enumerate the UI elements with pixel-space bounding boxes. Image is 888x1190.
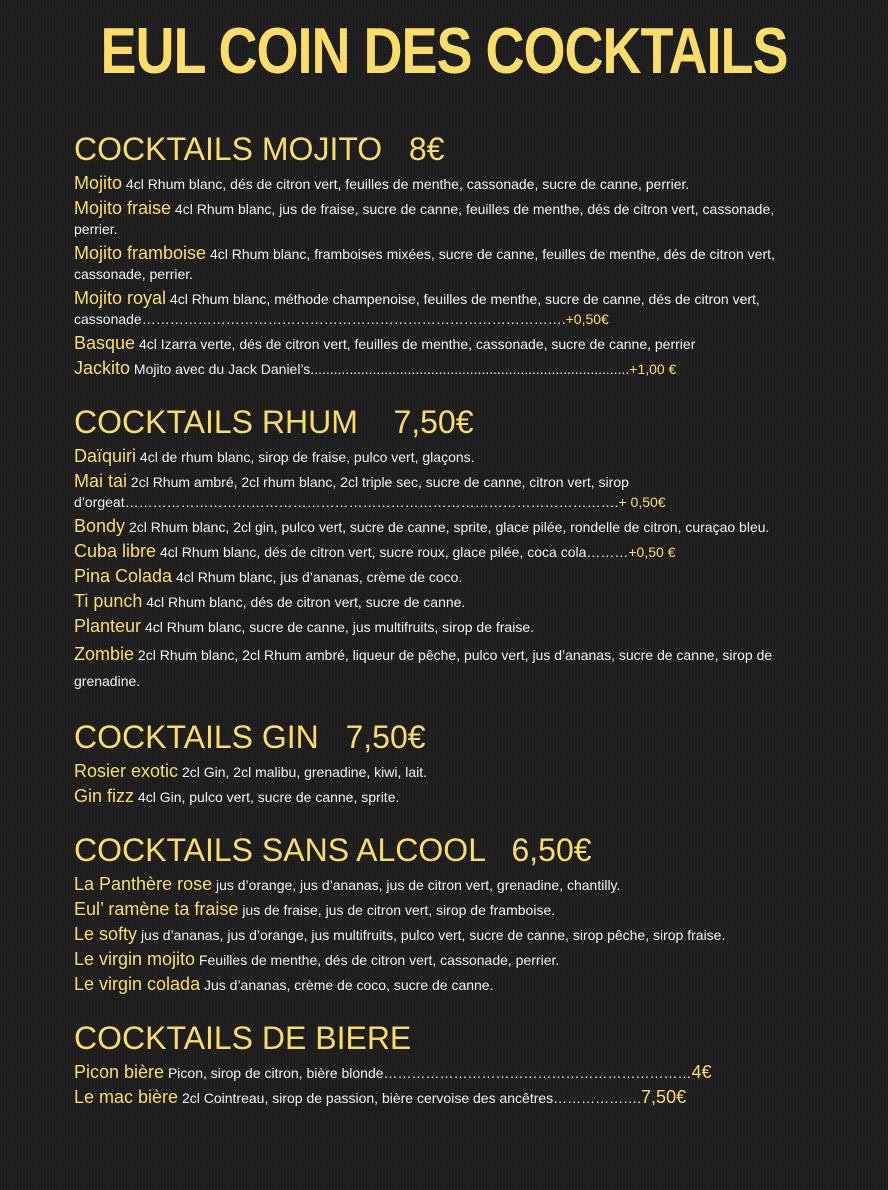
item-price: 4€: [691, 1062, 712, 1082]
menu-item: [74, 1087, 814, 1108]
item-name: Bondy: [74, 516, 126, 536]
item-name: Ti punch: [74, 591, 143, 611]
item-desc: 4cl Rhum blanc, jus de fraise, sucre de canne, feuilles de menthe, dés de citron vert, cassonade, perrier.: [74, 201, 775, 237]
item-name: Picon bière: [74, 1062, 165, 1082]
menu-item: [74, 949, 814, 970]
item-name: Rosier exotic: [74, 761, 179, 781]
menu-item: [74, 516, 814, 537]
item-desc: Feuilles de menthe, dés de citron vert, cassonade, perrier.: [198, 952, 560, 968]
menu-item: [74, 974, 814, 995]
item-desc: Jus d’ananas, crème de coco, sucre de canne.: [203, 977, 494, 993]
item-desc: jus de fraise, jus de citron vert, sirop de framboise.: [242, 902, 556, 918]
section-header: [74, 1017, 814, 1059]
menu-item: [74, 541, 814, 562]
menu-item: [74, 243, 814, 284]
item-name: Zombie: [74, 644, 135, 664]
menu-item: [74, 446, 814, 467]
section-title: COCKTAILS GIN: [74, 719, 319, 755]
section-title: COCKTAILS MOJITO: [74, 131, 383, 167]
menu-item: [74, 173, 814, 194]
section-price: 8€: [408, 131, 445, 167]
menu-item: [74, 786, 814, 807]
item-desc: 4cl Gin, pulco vert, sucre de canne, sprite.: [137, 789, 400, 805]
section-price: 7,50€: [393, 404, 474, 440]
item-name: Mojito: [74, 173, 123, 193]
menu-item: [74, 471, 814, 512]
item-name: Le virgin mojito: [74, 949, 196, 969]
section-gin: [74, 716, 814, 807]
item-name: Mojito framboise: [74, 243, 207, 263]
item-desc: 4cl Rhum blanc, sucre de canne, jus multifruits, sirop de fraise.: [144, 619, 534, 635]
section-rhum: [74, 401, 814, 694]
item-desc: 4cl Rhum blanc, méthode champenoise, feuilles de menthe, sucre de canne, dés de citron vert, cassonade……………………………………………………………………………….: [74, 291, 760, 327]
item-desc: 2cl Cointreau, sirop de passion, bière cervoise des ancêtres……………….: [181, 1090, 642, 1106]
section-title: COCKTAILS DE BIERE: [74, 1020, 412, 1056]
item-name: Mai tai: [74, 471, 128, 491]
section-title: COCKTAILS SANS ALCOOL: [74, 832, 485, 868]
section-header: [74, 716, 814, 758]
item-desc: 4cl Rhum blanc, jus d’ananas, crème de coco.: [175, 569, 463, 585]
menu-item: [74, 899, 814, 920]
section-price: 6,50€: [511, 832, 592, 868]
item-desc: 4cl Rhum blanc, dés de citron vert, sucre roux, glace pilée, coca cola………: [159, 544, 629, 560]
item-name: Le softy: [74, 924, 138, 944]
item-price: 7,50€: [641, 1087, 687, 1107]
menu-item: [74, 1062, 814, 1083]
item-desc: 2cl Gin, 2cl malibu, grenadine, kiwi, lait.: [181, 764, 428, 780]
item-name: Planteur: [74, 616, 142, 636]
item-desc: jus d’orange, jus d’ananas, jus de citron vert, grenadine, chantilly.: [215, 877, 621, 893]
menu-item: [74, 198, 814, 239]
item-name: Eul’ ramène ta fraise: [74, 899, 239, 919]
menu-item: [74, 288, 814, 329]
item-name: Basque: [74, 333, 136, 353]
item-desc: 2cl Rhum blanc, 2cl gin, pulco vert, sucre de canne, sprite, glace pilée, rondelle de citron, curaçao bleu.: [128, 519, 770, 535]
item-name: Daïquiri: [74, 446, 137, 466]
item-desc: 4cl Rhum blanc, dés de citron vert, sucre de canne.: [146, 594, 466, 610]
item-desc: 4cl de rhum blanc, sirop de fraise, pulco vert, glaçons.: [139, 449, 475, 465]
item-desc: Mojito avec du Jack Daniel’s..................................................................................: [133, 361, 630, 377]
page-title: EUL COIN DES COCKTAILS: [100, 15, 788, 88]
menu-item: [74, 358, 814, 379]
item-price: +0,50€: [565, 311, 609, 327]
item-name: La Panthère rose: [74, 874, 213, 894]
item-desc: 4cl Izarra verte, dés de citron vert, feuilles de menthe, cassonade, sucre de canne, perrier: [138, 336, 696, 352]
menu-item: [74, 566, 814, 587]
item-price: + 0,50€: [618, 494, 666, 510]
menu-item: [74, 616, 814, 637]
item-desc: 4cl Rhum blanc, dés de citron vert, feuilles de menthe, cassonade, sucre de canne, perrier.: [125, 176, 690, 192]
item-name: Le virgin colada: [74, 974, 201, 994]
item-name: Mojito fraise: [74, 198, 172, 218]
item-price: +1,00 €: [629, 361, 677, 377]
item-desc: 2cl Rhum ambré, 2cl rhum blanc, 2cl triple sec, sucre de canne, citron vert, sirop d’orgeat…………………………………………………………………………………………….: [74, 474, 629, 510]
item-name: Cuba libre: [74, 541, 157, 561]
menu-content: [74, 128, 814, 1130]
item-name: Le mac bière: [74, 1087, 179, 1107]
item-desc: jus d’ananas, jus d’orange, jus multifruits, pulco vert, sucre de canne, sirop pêche, sirop fraise.: [140, 927, 726, 943]
item-price: +0,50 €: [628, 544, 676, 560]
menu-item: [74, 333, 814, 354]
section-title: COCKTAILS RHUM: [74, 404, 358, 440]
menu-item: [74, 591, 814, 612]
item-name: Jackito: [74, 358, 131, 378]
section-price: 7,50€: [345, 719, 426, 755]
item-name: Gin fizz: [74, 786, 135, 806]
menu-item: [74, 641, 814, 694]
menu-item: [74, 874, 814, 895]
section-header: [74, 401, 814, 443]
section-sans-alcool: [74, 829, 814, 995]
section-header: [74, 829, 814, 871]
item-desc: 4cl Rhum blanc, framboises mixées, sucre de canne, feuilles de menthe, dés de citron vert, cassonade, perrier.: [74, 246, 775, 282]
item-desc: 2cl Rhum blanc, 2cl Rhum ambré, liqueur de pêche, pulco vert, jus d’ananas, sucre de canne, sirop de grenadine.: [74, 647, 773, 689]
section-biere: [74, 1017, 814, 1108]
item-desc: Picon, sirop de citron, bière blonde…………………………………………………………: [167, 1065, 692, 1081]
section-mojito: [74, 128, 814, 379]
item-name: Pina Colada: [74, 566, 173, 586]
menu-item: [74, 924, 814, 945]
section-header: [74, 128, 814, 170]
menu-item: [74, 761, 814, 782]
item-name: Mojito royal: [74, 288, 167, 308]
